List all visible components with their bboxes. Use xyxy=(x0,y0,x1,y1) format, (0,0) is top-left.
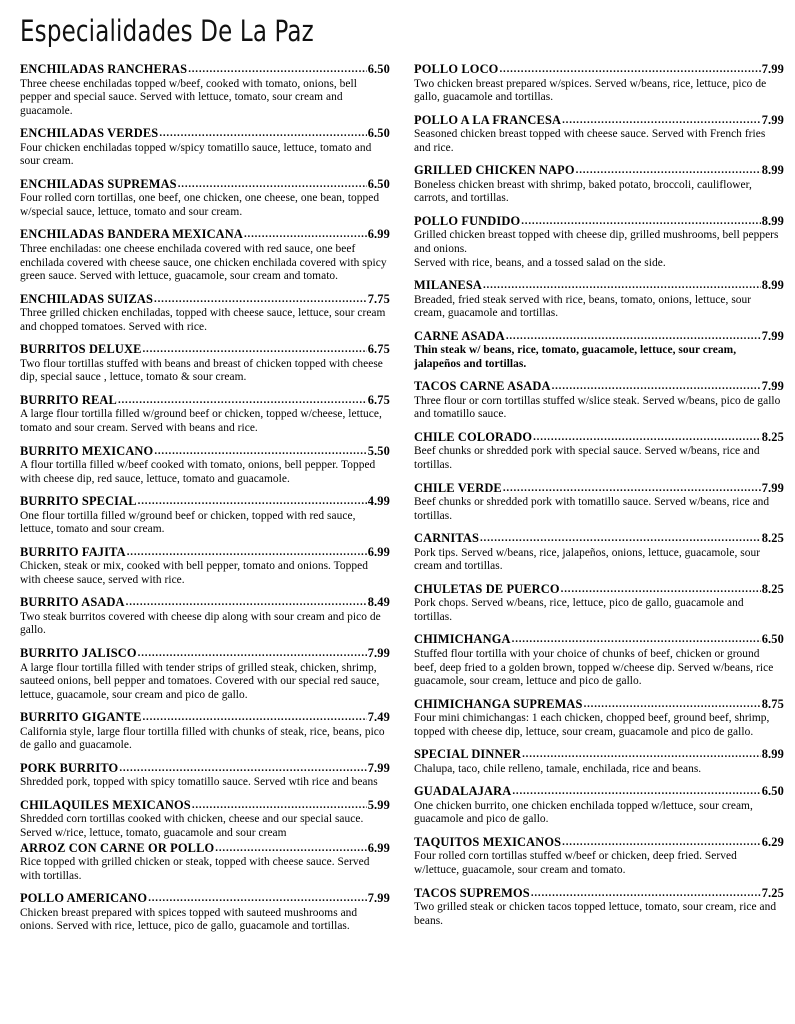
menu-item xyxy=(414,531,784,574)
menu-item-name: ENCHILADAS VERDES xyxy=(20,126,159,141)
dot-leader xyxy=(533,431,761,443)
menu-item-header xyxy=(20,798,390,813)
menu-item-description: Beef chunks or shredded pork with special sauce. Served w/beans, rice and tortillas. xyxy=(414,445,760,471)
menu-item-header xyxy=(414,214,784,229)
menu-item xyxy=(20,761,390,790)
menu-item-price: 7.99 xyxy=(761,112,784,127)
menu-column-right xyxy=(414,54,784,929)
dot-leader xyxy=(480,532,761,544)
menu-item-price: 8.99 xyxy=(761,278,784,293)
dot-leader xyxy=(512,633,761,645)
dot-leader xyxy=(562,836,761,848)
page-title: Especialidades De La Paz xyxy=(20,14,314,48)
menu-item xyxy=(414,886,784,929)
menu-item xyxy=(20,177,390,220)
menu-item-header xyxy=(414,632,784,647)
dot-leader xyxy=(531,887,761,899)
menu-item xyxy=(20,342,390,385)
menu-item xyxy=(20,126,390,169)
menu-item-price: 6.50 xyxy=(367,176,390,191)
menu-item xyxy=(414,697,784,740)
menu-item-header xyxy=(414,697,784,712)
menu-item-header xyxy=(20,177,390,192)
menu-item-description: Stuffed flour tortilla with your choice of chunks of beef, chicken or ground beef, deep fried to a golden brown, topped w/cheese dip. Served w/beans, rice guacamole, sour cream, lettuce and pico de gallo. xyxy=(414,647,774,688)
menu-item xyxy=(414,784,784,827)
menu-item xyxy=(414,582,784,625)
dot-leader xyxy=(215,842,366,854)
menu-item-price: 6.29 xyxy=(761,834,784,849)
menu-item-description: Three enchiladas: one cheese enchilada covered with red sauce, one beef enchilada covered with cheese sauce, one chicken enchilada covered with spicy green sauce. Served with lettuce, guacamole, sour cream and tomato. xyxy=(20,242,387,283)
dot-leader xyxy=(522,748,761,760)
menu-item xyxy=(414,62,784,105)
menu-item xyxy=(20,710,390,753)
menu-item xyxy=(414,430,784,473)
dot-leader xyxy=(521,215,760,227)
dot-leader xyxy=(126,596,367,608)
dot-leader xyxy=(138,495,367,507)
menu-item-name: POLLO FUNDIDO xyxy=(414,213,521,228)
menu-item xyxy=(20,841,390,884)
menu-item xyxy=(414,113,784,156)
menu-item-price: 6.99 xyxy=(367,227,390,242)
menu-item-description: Four chicken enchiladas topped w/spicy tomatillo sauce, lettuce, tomato and sour cream. xyxy=(20,141,372,168)
menu-item-price: 7.99 xyxy=(761,62,784,76)
menu-item-name: CHILE VERDE xyxy=(414,480,502,495)
menu-item-header xyxy=(414,62,784,77)
menu-item-description: Four rolled corn tortillas, one beef, one chicken, one cheese, one bean, topped w/special sauce, lettuce, tomato and sour cream. xyxy=(20,192,380,218)
menu-item-header xyxy=(414,784,784,799)
menu-item-price: 6.50 xyxy=(761,784,784,799)
menu-item-description: Chicken, steak or mix, cooked with bell pepper, tomato and onions. Topped with cheese sauce, served with rice. xyxy=(20,560,368,586)
menu-item-price: 6.99 xyxy=(367,840,390,855)
menu-item-price: 8.75 xyxy=(761,696,784,711)
menu-item-name: BURRITO REAL xyxy=(20,392,117,407)
menu-item-name: TACOS SUPREMOS xyxy=(414,885,530,900)
menu-item-description: Pork chops. Served w/beans, rice, lettuce, pico de gallo, guacamole and tortillas. xyxy=(414,597,744,623)
dot-leader xyxy=(584,698,761,710)
menu-item-header xyxy=(414,886,784,901)
menu-item-name: CARNE ASADA xyxy=(414,328,505,343)
menu-item-price: 7.99 xyxy=(761,379,784,394)
dot-leader xyxy=(148,892,367,904)
menu-item-description: A large flour tortilla filled with tender strips of grilled steak, chicken, shrimp, sauteed onions, bell pepper and tomatoes. Covered with our special red sauce, lettuce, guacamole, sour cream and pico de gallo. xyxy=(20,661,380,701)
menu-item-price: 7.99 xyxy=(761,328,784,343)
menu-item-description: California style, large flour tortilla filled with chunks of steak, rice, beans, pico de gallo and guacamole. xyxy=(20,725,385,752)
menu-item-header xyxy=(20,62,390,77)
dot-leader xyxy=(552,380,761,392)
menu-item xyxy=(414,214,784,270)
menu-item-price: 4.99 xyxy=(367,494,390,509)
menu-item-description: A flour tortilla filled w/beef cooked with tomato, onions, bell pepper. Topped with cheese dip, red sauce, lettuce, tomato and guacamole. xyxy=(20,459,376,485)
dot-leader xyxy=(512,785,760,797)
menu-item-description: Shredded corn tortillas cooked with chicken, cheese and our special sauce. Served w/rice, lettuce, tomato, guacamole and sour cream xyxy=(20,813,364,839)
dot-leader xyxy=(154,293,367,305)
menu-item-price: 7.49 xyxy=(367,710,390,725)
dot-leader xyxy=(118,394,367,406)
dot-leader xyxy=(159,127,366,139)
dot-leader xyxy=(154,445,366,457)
dot-leader xyxy=(138,647,367,659)
menu-item-description: Seasoned chicken breast topped with cheese sauce. Served with French fries and rice. xyxy=(414,128,766,154)
menu-item-description: Chicken breast prepared with spices topped with sauteed mushrooms and onions. Served with rice, lettuce, pico de gallo, guacamole and tortillas. xyxy=(20,906,358,933)
dot-leader xyxy=(561,583,761,595)
menu-item-description: Shredded pork, topped with spicy tomatillo sauce. Served wtih rice and beans xyxy=(20,776,378,789)
menu-item-price: 6.50 xyxy=(761,632,784,647)
menu-item-name: ENCHILADAS SUPREMAS xyxy=(20,176,177,191)
menu-item-header xyxy=(414,747,784,762)
menu-item-price: 7.75 xyxy=(367,291,390,306)
dot-leader xyxy=(483,279,761,291)
menu-item-name: POLLO AMERICANO xyxy=(20,891,148,906)
dot-leader xyxy=(244,228,367,240)
menu-item-description: Two grilled steak or chicken tacos topped lettuce, tomato, sour cream, rice and beans. xyxy=(414,901,777,927)
menu-item-name: BURRITO FAJITA xyxy=(20,544,126,559)
menu-item-name: CHILE COLORADO xyxy=(414,429,533,444)
menu-item-description: Two flour tortillas stuffed with beans and breast of chicken topped with cheese dip, special sauce , lettuce, tomato & sour cream. xyxy=(20,357,383,384)
menu-item-name: BURRITO SPECIAL xyxy=(20,494,137,509)
menu-item-name: MILANESA xyxy=(414,278,482,293)
menu-item-price: 7.99 xyxy=(761,480,784,495)
dot-leader xyxy=(127,546,367,558)
menu-item xyxy=(20,393,390,436)
menu-item-name: POLLO LOCO xyxy=(414,62,499,76)
menu-item-price: 6.75 xyxy=(367,392,390,407)
dot-leader xyxy=(506,330,761,342)
menu-columns xyxy=(10,54,785,935)
menu-item-description: Grilled chicken breast topped with cheese dip, grilled mushrooms, bell peppers and onions. xyxy=(414,229,779,255)
menu-item-name: PORK BURRITO xyxy=(20,760,119,775)
menu-item xyxy=(20,595,390,638)
menu-item xyxy=(20,494,390,537)
dot-leader xyxy=(503,482,761,494)
menu-item-header xyxy=(20,393,390,408)
menu-item xyxy=(20,292,390,335)
menu-item-description: One flour tortilla filled w/ground beef or chicken, topped with red sauce, lettuce, tomato and sour cream. xyxy=(20,509,356,536)
menu-item-header xyxy=(414,278,784,293)
menu-item-name: GUADALAJARA xyxy=(414,784,512,799)
menu-item-price: 8.99 xyxy=(761,163,784,178)
menu-item-price: 8.25 xyxy=(761,581,784,596)
menu-item-price: 5.99 xyxy=(367,797,390,812)
menu-item xyxy=(414,747,784,776)
menu-item-header xyxy=(20,841,390,856)
menu-item-header xyxy=(414,163,784,178)
menu-item xyxy=(20,227,390,283)
dot-leader xyxy=(188,63,367,75)
menu-item-name: CARNITAS xyxy=(414,531,479,546)
dot-leader xyxy=(499,63,760,75)
menu-item xyxy=(20,798,390,841)
menu-item-name: SPECIAL DINNER xyxy=(414,747,522,762)
menu-item xyxy=(414,329,784,372)
menu-item-name: CHIMICHANGA SUPREMAS xyxy=(414,696,583,711)
menu-item-description: Three cheese enchiladas topped w/beef, cooked with tomato, onions, bell pepper and special sauce. Served with lettuce, tomato, sour cream and guacamole. xyxy=(20,77,357,117)
dot-leader xyxy=(143,343,367,355)
menu-item-description: Two steak burritos covered with cheese dip along with sour cream and pico de gallo. xyxy=(20,610,381,637)
menu-item xyxy=(414,481,784,524)
menu-item-name: POLLO A LA FRANCESA xyxy=(414,112,562,127)
dot-leader xyxy=(142,711,366,723)
menu-item-price: 8.99 xyxy=(761,213,784,228)
menu-item xyxy=(414,278,784,321)
menu-item-name: BURRITO JALISCO xyxy=(20,646,137,660)
dot-leader xyxy=(562,114,761,126)
menu-item-price: 5.50 xyxy=(367,443,390,458)
menu-item-name: TAQUITOS MEXICANOS xyxy=(414,834,562,849)
menu-item-header xyxy=(414,113,784,128)
dot-leader xyxy=(119,762,366,774)
menu-item-description: Served with rice, beans, and a tossed salad on the side. xyxy=(414,256,666,269)
menu-item xyxy=(414,163,784,206)
menu-item-price: 6.75 xyxy=(367,342,390,357)
dot-leader xyxy=(178,178,367,190)
menu-item-description: One chicken burrito, one chicken enchilada topped w/lettuce, sour cream, guacamole and pico de gallo. xyxy=(414,799,753,826)
menu-item-price: 6.50 xyxy=(367,126,390,141)
menu-item-name: BURRITO MEXICANO xyxy=(20,443,154,458)
menu-item-description: Four rolled corn tortillas stuffed w/beef or chicken, deep fried. Served w/lettuce, guacamole, sour cream and tomato. xyxy=(414,850,737,876)
menu-item-header xyxy=(20,595,390,610)
menu-item-description: Breaded, fried steak served with rice, beans, tomato, onions, lettuce, sour cream, guacamole and tortillas. xyxy=(414,293,752,320)
menu-item-description: Beef chunks or shredded pork with tomatillo sauce. Served w/beans, rice and tortillas. xyxy=(414,496,770,522)
menu-item xyxy=(20,646,390,702)
menu-item-price: 8.99 xyxy=(761,747,784,762)
menu-item-description: Two chicken breast prepared w/spices. Served w/beans, rice, lettuce, pico de gallo, guacamole and tortillas. xyxy=(414,77,767,104)
menu-item-description: Four mini chimichangas: 1 each chicken, chopped beef, ground beef, shrimp, topped with cheese dip, lettuce, sour cream, guacamole and pico de gallo. xyxy=(414,712,770,738)
menu-item xyxy=(20,545,390,588)
menu-item-description: A large flour tortilla filled w/ground beef or chicken, topped w/cheese, lettuce, tomato and sour cream. Served with beans and rice. xyxy=(20,408,382,434)
menu-item-header xyxy=(414,430,784,445)
menu-item-name: TACOS CARNE ASADA xyxy=(414,379,551,394)
menu-item xyxy=(414,835,784,878)
menu-item-name: ENCHILADAS RANCHERAS xyxy=(20,62,188,76)
menu-item-header xyxy=(414,531,784,546)
menu-item-name: CHILAQUILES MEXICANOS xyxy=(20,797,191,812)
menu-item-header xyxy=(414,379,784,394)
menu-item-price: 6.99 xyxy=(367,544,390,559)
menu-item xyxy=(20,891,390,934)
menu-item-header xyxy=(20,444,390,459)
menu-item-price: 7.25 xyxy=(761,885,784,900)
menu-item xyxy=(20,62,390,118)
menu-item-header xyxy=(414,582,784,597)
dot-leader xyxy=(192,799,367,811)
menu-item-description: Thin steak w/ beans, rice, tomato, guacamole, lettuce, sour cream, jalapeños and tortillas. xyxy=(414,344,737,370)
menu-item-description: Three flour or corn tortillas stuffed w/slice steak. Served w/beans, pico de gallo and tomatillo sauce. xyxy=(414,394,781,421)
menu-item-header xyxy=(20,891,390,906)
menu-item-price: 8.25 xyxy=(761,429,784,444)
menu-item xyxy=(20,444,390,487)
menu-item-name: BURRITO ASADA xyxy=(20,595,125,610)
menu-item-name: GRILLED CHICKEN NAPO xyxy=(414,163,575,178)
menu-item-name: BURRITO GIGANTE xyxy=(20,710,142,725)
menu-item-header xyxy=(20,545,390,560)
menu-item-header xyxy=(414,835,784,850)
menu-item-name: ENCHILADAS BANDERA MEXICANA xyxy=(20,227,243,242)
dot-leader xyxy=(576,164,761,176)
menu-item xyxy=(414,632,784,688)
menu-item-name: CHIMICHANGA xyxy=(414,632,511,647)
menu-item-name: BURRITOS DELUXE xyxy=(20,342,142,357)
menu-item-header xyxy=(20,227,390,242)
menu-item-header xyxy=(414,481,784,496)
menu-item-name: CHULETAS DE PUERCO xyxy=(414,581,560,596)
menu-item-price: 7.99 xyxy=(367,891,390,906)
menu-item-header xyxy=(20,494,390,509)
menu-item-header xyxy=(20,126,390,141)
menu-item-name: ENCHILADAS SUIZAS xyxy=(20,291,154,306)
menu-item-price: 7.99 xyxy=(367,646,390,660)
menu-item-description: Boneless chicken breast with shrimp, baked potato, broccoli, cauliflower, carrots, and tortillas. xyxy=(414,178,752,205)
menu-item-header xyxy=(20,761,390,776)
menu-item xyxy=(414,379,784,422)
menu-item-price: 6.50 xyxy=(367,62,390,76)
menu-item-header xyxy=(20,646,390,661)
menu-item-price: 7.99 xyxy=(367,760,390,775)
menu-item-header xyxy=(20,710,390,725)
menu-item-description: Rice topped with grilled chicken or steak, topped with cheese sauce. Served with tortillas. xyxy=(20,856,370,882)
menu-item-description: Three grilled chicken enchiladas, topped with cheese sauce, lettuce, sour cream and chopped tomatoes. Served with rice. xyxy=(20,307,386,333)
menu-item-description: Chalupa, taco, chile relleno, tamale, enchilada, rice and beans. xyxy=(414,762,702,775)
menu-item-header xyxy=(414,329,784,344)
menu-column-left xyxy=(20,54,390,935)
menu-item-description: Pork tips. Served w/beans, rice, jalapeños, onions, lettuce, guacamole, sour cream and tortillas. xyxy=(414,546,761,573)
menu-item-header xyxy=(20,292,390,307)
menu-item-price: 8.49 xyxy=(367,595,390,610)
menu-item-header xyxy=(20,342,390,357)
menu-item-price: 8.25 xyxy=(761,531,784,546)
menu-item-name: ARROZ CON CARNE OR POLLO xyxy=(20,840,215,855)
